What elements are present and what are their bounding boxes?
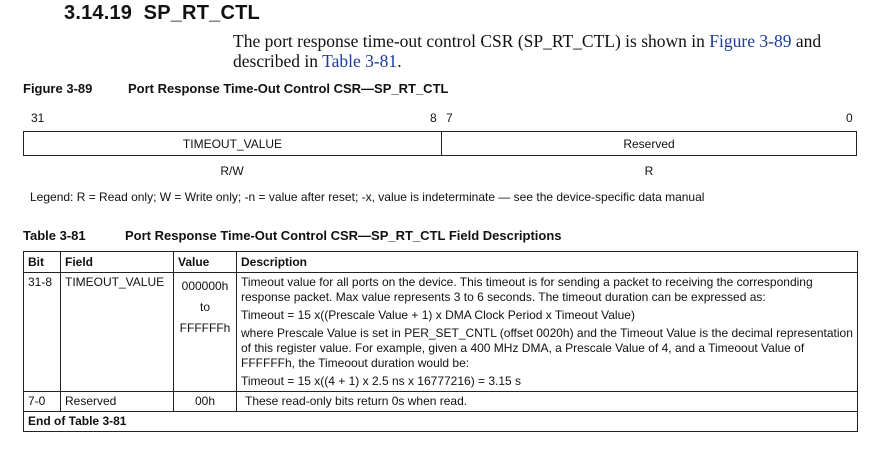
cell-description [237, 273, 858, 392]
description-paragraph: These read-only bits return 0s when read. [245, 394, 468, 408]
table-label: Table 3-81 [23, 228, 86, 243]
bit-label-0: 0 [846, 111, 853, 125]
value-line: FFFFFFh [179, 321, 231, 335]
table-title: Port Response Time-Out Control CSR—SP_RT_CTL Field Descriptions [125, 228, 562, 243]
section-title: SP_RT_CTL [143, 2, 260, 24]
cell-description [237, 392, 858, 412]
description-paragraph: Timeout value for all ports on the device. This timeout is for sending a packet to receiving the corresponding response packet. Max value represents 3 to 6 seconds. The timeout duration can be expressed as: [241, 275, 813, 304]
bit-label-8: 8 [430, 111, 437, 125]
intro-text-after: . [397, 51, 402, 71]
cell-field: Reserved [61, 392, 174, 412]
header-value: Value [174, 252, 237, 273]
description-formula: Timeout = 15 x((4 + 1) x 2.5 ns x 16777216) = 3.15 s [241, 374, 522, 388]
figure-link[interactable]: Figure 3-89 [709, 31, 792, 51]
section-heading [64, 2, 260, 25]
intro-paragraph [233, 31, 873, 71]
access-reserved: R [644, 164, 654, 178]
intro-text-before: The port response time-out control CSR (SP_RT_CTL) is shown in [233, 31, 710, 51]
register-field-timeout-value: TIMEOUT_VALUE [182, 137, 283, 151]
table-header-row [24, 252, 858, 273]
register-field-reserved: Reserved [623, 137, 675, 151]
table-row [24, 392, 858, 412]
table-row [24, 273, 858, 392]
description-formula: Timeout = 15 x((Prescale Value + 1) x DMA Clock Period x Timeout Value) [241, 308, 635, 322]
cell-bit: 31-8 [24, 273, 61, 392]
cell-value [174, 273, 237, 392]
table-link[interactable]: Table 3-81 [322, 51, 398, 71]
value-line: 000000h [181, 279, 229, 293]
description-paragraph: where Prescale Value is set in PER_SET_CNTL (offset 0020h) and the Timeout Value is the decimal representation of this register value. For example, given a 400 MHz DMA, a Prescale Value of 4, and a Timeoout Value of FFFFFFh, the Timeoout duration would be: [241, 326, 853, 370]
header-description: Description [237, 252, 858, 273]
cell-bit: 7-0 [24, 392, 61, 412]
register-diagram [23, 131, 857, 156]
section-number: 3.14.19 [64, 2, 133, 24]
header-bit: Bit [24, 252, 61, 273]
header-field: Field [61, 252, 174, 273]
value-line: to [199, 300, 210, 314]
access-timeout-value: R/W [220, 164, 244, 178]
cell-field: TIMEOUT_VALUE [61, 273, 174, 392]
bit-label-7: 7 [446, 111, 453, 125]
cell-value: 00h [174, 392, 237, 412]
figure-legend: Legend: R = Read only; W = Write only; -n = value after reset; -x, value is indeterminate — see the device-specific data manual [30, 190, 705, 204]
figure-label: Figure 3-89 [23, 81, 93, 96]
field-description-table [23, 251, 858, 432]
intro-text-middle: and described in [233, 31, 822, 71]
figure-title: Port Response Time-Out Control CSR—SP_RT_CTL [128, 81, 449, 96]
table-end-row [24, 412, 858, 432]
bit-label-31: 31 [31, 111, 45, 125]
table-end-label: End of Table 3-81 [24, 412, 858, 432]
